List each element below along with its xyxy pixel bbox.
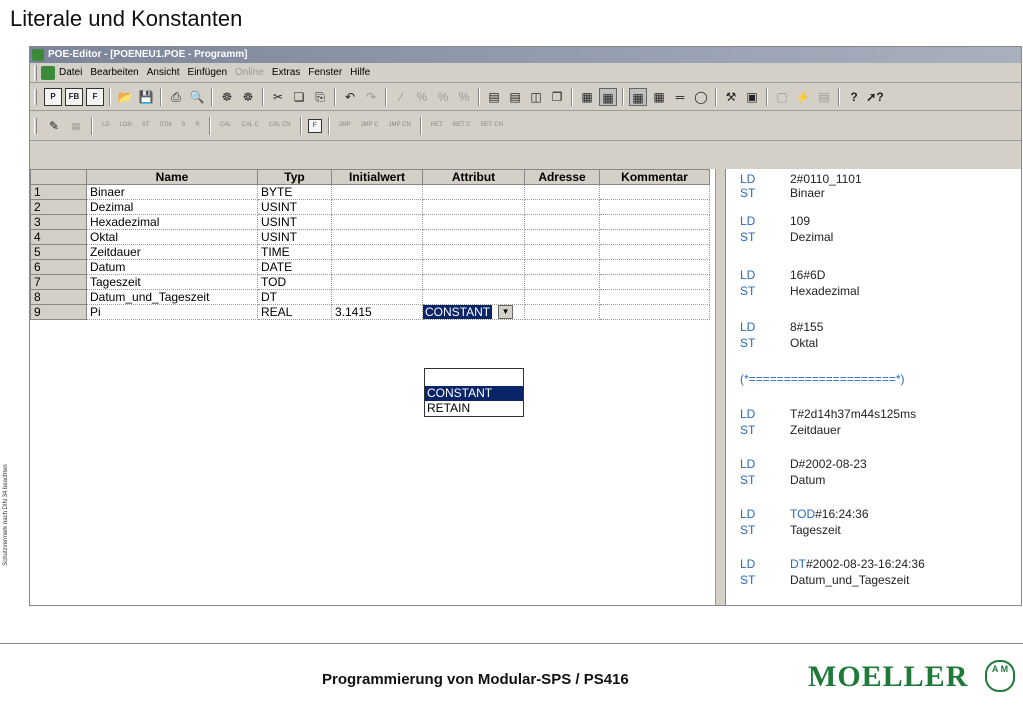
row-number-cell[interactable]: 5 bbox=[31, 245, 87, 260]
attribute-cell[interactable] bbox=[423, 215, 525, 230]
var-declaration-icon[interactable]: ▤ bbox=[71, 120, 81, 131]
comment-cell[interactable] bbox=[600, 245, 710, 260]
attribute-cell[interactable] bbox=[423, 245, 525, 260]
code-operand: 2#0110_1101 bbox=[790, 172, 862, 186]
instr-button-jmp[interactable]: JMP bbox=[338, 122, 351, 128]
type-cell[interactable]: TIME bbox=[258, 245, 332, 260]
menu-online[interactable]: Online bbox=[235, 67, 264, 78]
code-line bbox=[740, 320, 823, 334]
code-operator: ST bbox=[740, 284, 756, 298]
redo-icon[interactable]: ↷ bbox=[365, 89, 377, 104]
type-cell[interactable]: USINT bbox=[258, 230, 332, 245]
comment-cell[interactable] bbox=[600, 215, 710, 230]
code-operator: ST bbox=[740, 230, 756, 244]
chevron-down-icon[interactable]: ▼ bbox=[498, 305, 513, 319]
code-operator: LD bbox=[740, 407, 756, 421]
attribute-select-value[interactable]: CONSTANT bbox=[425, 305, 491, 319]
attribute-cell[interactable] bbox=[423, 230, 525, 245]
table-view-icon[interactable]: ▦ bbox=[599, 88, 617, 106]
dropdown-empty-option[interactable] bbox=[425, 369, 523, 386]
toolbar-separator bbox=[766, 88, 768, 106]
code-line bbox=[740, 473, 825, 487]
footer-divider bbox=[0, 643, 1023, 644]
editor-area bbox=[30, 169, 1021, 605]
initial-value-cell[interactable] bbox=[332, 245, 423, 260]
new-function-block-button[interactable]: FB bbox=[65, 88, 83, 106]
link-icon[interactable]: ◯ bbox=[694, 89, 708, 104]
copyright-note: Schutzvermerk nach DIN 34 beachten bbox=[3, 464, 9, 566]
menubar bbox=[30, 63, 1021, 83]
code-operand: Datum_und_Tageszeit bbox=[790, 573, 910, 587]
type-cell[interactable]: REAL bbox=[258, 305, 332, 320]
name-cell[interactable]: Zeitdauer bbox=[87, 245, 258, 260]
row-number-cell[interactable]: 7 bbox=[31, 275, 87, 290]
instr-button-r[interactable]: R bbox=[195, 122, 200, 128]
toolbar-separator bbox=[211, 88, 213, 106]
percent-icon-3[interactable]: % bbox=[458, 89, 470, 104]
column-header-attribut[interactable]: Attribut bbox=[423, 170, 525, 185]
attribute-cell[interactable] bbox=[423, 200, 525, 215]
initial-value-cell[interactable] bbox=[332, 290, 423, 305]
copy-icon[interactable]: ❏ bbox=[293, 89, 305, 104]
code-operator: LD bbox=[740, 507, 756, 521]
emblem-letters: A M bbox=[991, 664, 1009, 674]
initial-value-cell[interactable] bbox=[332, 185, 423, 200]
address-cell[interactable] bbox=[525, 245, 600, 260]
code-line bbox=[740, 573, 909, 587]
row-number-cell[interactable]: 1 bbox=[31, 185, 87, 200]
address-cell[interactable] bbox=[525, 200, 600, 215]
edit-variables-icon[interactable]: ✎ bbox=[48, 118, 60, 133]
instr-button-jmp-cn[interactable]: JMP CN bbox=[388, 122, 411, 128]
comment-cell[interactable] bbox=[600, 290, 710, 305]
name-cell[interactable]: Binaer bbox=[87, 185, 258, 200]
type-cell[interactable]: BYTE bbox=[258, 185, 332, 200]
attribute-cell[interactable] bbox=[423, 305, 525, 320]
menu-einfgen[interactable]: Einfügen bbox=[187, 67, 228, 78]
menu-extras[interactable]: Extras bbox=[271, 67, 301, 78]
instr-button-cal-cn[interactable]: CAL CN bbox=[268, 122, 291, 128]
save-icon[interactable]: 💾 bbox=[138, 89, 154, 104]
code-comment: (*=====================*) bbox=[740, 372, 905, 386]
toolbar-grip[interactable] bbox=[34, 118, 37, 134]
table-row[interactable] bbox=[31, 260, 710, 275]
row-number-cell[interactable]: 8 bbox=[31, 290, 87, 305]
toolbar-separator bbox=[622, 88, 624, 106]
address-cell[interactable] bbox=[525, 290, 600, 305]
menu-ansicht[interactable]: Ansicht bbox=[146, 67, 180, 78]
row-number-cell[interactable]: 9 bbox=[31, 305, 87, 320]
code-operand: Tageszeit bbox=[790, 523, 841, 537]
code-line bbox=[740, 186, 825, 200]
code-type-prefix: DT bbox=[790, 557, 806, 571]
name-cell[interactable]: Oktal bbox=[87, 230, 258, 245]
moeller-logo: MOELLER bbox=[808, 660, 969, 693]
table-header-row bbox=[31, 170, 710, 185]
code-operator: ST bbox=[740, 473, 756, 487]
print-icon[interactable]: ⎙ bbox=[171, 89, 181, 104]
code-operand: D#2002-08-23 bbox=[790, 457, 867, 471]
ladder-icon[interactable]: ▦ bbox=[653, 89, 665, 104]
code-operator: LD bbox=[740, 172, 756, 186]
name-cell[interactable]: Tageszeit bbox=[87, 275, 258, 290]
code-operator: LD bbox=[740, 557, 756, 571]
attribute-dropdown-list bbox=[424, 368, 524, 417]
menubar-grip[interactable] bbox=[34, 65, 37, 81]
code-line bbox=[740, 214, 810, 228]
code-operand: Oktal bbox=[790, 336, 819, 350]
declaration-pane bbox=[30, 169, 716, 605]
code-line bbox=[740, 557, 925, 571]
instruction-list-pane[interactable] bbox=[726, 169, 1021, 605]
window-icon[interactable]: ❐ bbox=[551, 89, 563, 104]
code-operand: 8#155 bbox=[790, 320, 824, 334]
code-operator: ST bbox=[740, 523, 756, 537]
code-operator: LD bbox=[740, 457, 756, 471]
type-cell[interactable]: TOD bbox=[258, 275, 332, 290]
menu-fenster[interactable]: Fenster bbox=[308, 67, 343, 78]
code-line bbox=[740, 230, 833, 244]
code-operand: 109 bbox=[790, 214, 811, 228]
dropdown-option-constant[interactable]: CONSTANT bbox=[425, 386, 523, 401]
name-cell[interactable]: Hexadezimal bbox=[87, 215, 258, 230]
initial-value-cell[interactable] bbox=[332, 230, 423, 245]
instr-button-ret[interactable]: RET bbox=[430, 122, 443, 128]
address-cell[interactable] bbox=[525, 185, 600, 200]
network-icon[interactable]: ▤ bbox=[488, 89, 500, 104]
code-line bbox=[740, 407, 916, 421]
menu-hilfe[interactable]: Hilfe bbox=[350, 67, 371, 78]
code-operator: LD bbox=[740, 268, 756, 282]
table-row[interactable] bbox=[31, 230, 710, 245]
code-operand: Dezimal bbox=[790, 230, 834, 244]
moeller-emblem-icon bbox=[985, 660, 1015, 692]
table-row[interactable] bbox=[31, 245, 710, 260]
code-comment-line bbox=[740, 372, 905, 386]
menu-datei[interactable]: Datei bbox=[59, 67, 83, 78]
attribute-cell[interactable] bbox=[423, 185, 525, 200]
toolbar-separator bbox=[478, 88, 480, 106]
code-line bbox=[740, 284, 859, 298]
instr-button-cal-c[interactable]: CAL C bbox=[241, 122, 259, 128]
percent-icon-2[interactable]: % bbox=[437, 89, 449, 104]
comment-cell[interactable] bbox=[600, 275, 710, 290]
name-cell[interactable]: Dezimal bbox=[87, 200, 258, 215]
name-cell[interactable]: Datum bbox=[87, 260, 258, 275]
address-cell[interactable] bbox=[525, 275, 600, 290]
app-icon bbox=[32, 49, 44, 61]
toolbar-separator bbox=[571, 88, 573, 106]
column-header-adresse[interactable]: Adresse bbox=[525, 170, 600, 185]
attribute-cell[interactable] bbox=[423, 275, 525, 290]
table-row[interactable] bbox=[31, 215, 710, 230]
code-operand: Datum bbox=[790, 473, 826, 487]
toolbar-separator bbox=[420, 117, 422, 135]
initial-value-cell[interactable] bbox=[332, 215, 423, 230]
comment-cell[interactable] bbox=[600, 200, 710, 215]
instr-button-ret-cn[interactable]: RET CN bbox=[480, 122, 503, 128]
horizontal-split-icon[interactable]: ▤ bbox=[509, 89, 521, 104]
code-operator: LD bbox=[740, 320, 756, 334]
fbd-icon[interactable]: ═ bbox=[675, 89, 685, 104]
code-operand: #16:24:36 bbox=[815, 507, 869, 521]
comment-cell[interactable] bbox=[600, 260, 710, 275]
code-line bbox=[740, 523, 841, 537]
main-toolbar bbox=[30, 83, 1021, 111]
slide-title: Literale und Konstanten bbox=[10, 6, 243, 31]
instruction-toolbar bbox=[30, 111, 1021, 141]
instruction-list-icon[interactable]: ▦ bbox=[629, 88, 647, 106]
code-operand: 16#6D bbox=[790, 268, 826, 282]
table-row[interactable] bbox=[31, 185, 710, 200]
toolbar-separator bbox=[838, 88, 840, 106]
properties-icon[interactable]: ▢ bbox=[776, 89, 788, 104]
name-cell[interactable]: Datum_und_Tageszeit bbox=[87, 290, 258, 305]
code-operand: Zeitdauer bbox=[790, 423, 841, 437]
address-cell[interactable] bbox=[525, 305, 600, 320]
comment-icon[interactable]: ⁄ bbox=[399, 89, 402, 104]
percent-icon[interactable]: % bbox=[416, 89, 428, 104]
window-title: POE-Editor - [POENEU1.POE - Programm] bbox=[48, 49, 248, 60]
code-line bbox=[740, 172, 862, 186]
column-header-initialwert[interactable]: Initialwert bbox=[332, 170, 423, 185]
undo-icon[interactable]: ↶ bbox=[344, 89, 356, 104]
toolbar-separator bbox=[300, 117, 302, 135]
list-view-icon[interactable]: ▦ bbox=[581, 89, 593, 104]
toolbar-separator bbox=[109, 88, 111, 106]
toolbar-grip[interactable] bbox=[34, 89, 37, 105]
initial-value-cell[interactable]: 3.1415 bbox=[332, 305, 423, 320]
code-operand: #2002-08-23-16:24:36 bbox=[806, 557, 925, 571]
instr-button-ret-c[interactable]: RET C bbox=[452, 122, 471, 128]
open-icon[interactable]: 📂 bbox=[117, 89, 133, 104]
code-line bbox=[740, 423, 841, 437]
code-line bbox=[740, 507, 869, 521]
code-operator: ST bbox=[740, 573, 756, 587]
instr-button-s[interactable]: S bbox=[181, 122, 186, 128]
initial-value-cell[interactable] bbox=[332, 275, 423, 290]
online-icon[interactable]: ▣ bbox=[746, 89, 758, 104]
code-type-prefix: TOD bbox=[790, 507, 816, 521]
print-preview-icon[interactable]: 🔍 bbox=[189, 89, 205, 104]
code-operator: ST bbox=[740, 423, 756, 437]
new-function-button[interactable]: F bbox=[86, 88, 104, 106]
column-header-kommentar[interactable]: Kommentar bbox=[600, 170, 710, 185]
help-icon[interactable]: ? bbox=[850, 89, 858, 104]
toolbar-separator bbox=[160, 88, 162, 106]
footer-text: Programmierung von Modular-SPS / PS416 bbox=[322, 671, 629, 688]
vertical-split-icon[interactable]: ◫ bbox=[530, 89, 542, 104]
type-cell[interactable]: USINT bbox=[258, 215, 332, 230]
code-operator: ST bbox=[740, 336, 756, 350]
poe-editor-window bbox=[29, 46, 1022, 606]
comment-cell[interactable] bbox=[600, 230, 710, 245]
variable-table bbox=[30, 169, 710, 320]
column-header-index[interactable] bbox=[31, 170, 87, 185]
row-number-cell[interactable]: 4 bbox=[31, 230, 87, 245]
address-cell[interactable] bbox=[525, 260, 600, 275]
toolbar-separator bbox=[262, 88, 264, 106]
find-icon[interactable]: ☸ bbox=[221, 89, 233, 104]
row-number-cell[interactable]: 3 bbox=[31, 215, 87, 230]
code-line bbox=[740, 457, 867, 471]
cut-icon[interactable]: ✂ bbox=[272, 89, 284, 104]
compile-icon[interactable]: ⚒ bbox=[725, 89, 737, 104]
table-row[interactable] bbox=[31, 200, 710, 215]
code-operand: T#2d14h37m44s125ms bbox=[790, 407, 917, 421]
instr-button-cal[interactable]: CAL bbox=[219, 122, 232, 128]
instr-button-jmp-c[interactable]: JMP C bbox=[360, 122, 379, 128]
name-cell[interactable]: Pi bbox=[87, 305, 258, 320]
table-row[interactable] bbox=[31, 275, 710, 290]
code-operand: Binaer bbox=[790, 186, 825, 200]
attribute-cell[interactable] bbox=[423, 290, 525, 305]
code-operand: Hexadezimal bbox=[790, 284, 860, 298]
column-header-name[interactable]: Name bbox=[87, 170, 258, 185]
table-row[interactable] bbox=[31, 290, 710, 305]
type-cell[interactable]: DATE bbox=[258, 260, 332, 275]
initial-value-cell[interactable] bbox=[332, 200, 423, 215]
instr-button-ld[interactable]: LD bbox=[102, 122, 110, 128]
attribute-cell[interactable] bbox=[423, 260, 525, 275]
code-operator: LD bbox=[740, 214, 756, 228]
toolbar-separator bbox=[209, 117, 211, 135]
code-line bbox=[740, 336, 818, 350]
toolbar-separator bbox=[91, 117, 93, 135]
column-header-typ[interactable]: Typ bbox=[258, 170, 332, 185]
library-icon[interactable]: ▤ bbox=[818, 89, 830, 104]
initial-value-cell[interactable] bbox=[332, 260, 423, 275]
instr-button-st[interactable]: ST bbox=[141, 122, 150, 128]
address-cell[interactable] bbox=[525, 215, 600, 230]
address-cell[interactable] bbox=[525, 230, 600, 245]
window-titlebar[interactable] bbox=[30, 47, 1021, 63]
lightning-icon[interactable]: ⚡ bbox=[795, 89, 811, 104]
comment-cell[interactable] bbox=[600, 185, 710, 200]
menu-bearbeiten[interactable]: Bearbeiten bbox=[90, 67, 139, 78]
toolbar-separator bbox=[385, 88, 387, 106]
code-operator: ST bbox=[740, 186, 756, 200]
paste-icon[interactable]: ⎘ bbox=[315, 89, 325, 104]
instr-button-ldn[interactable]: LDN bbox=[119, 122, 132, 128]
pane-splitter[interactable] bbox=[716, 169, 726, 605]
document-menu-icon[interactable] bbox=[41, 66, 55, 80]
row-number-cell[interactable]: 2 bbox=[31, 200, 87, 215]
table-row[interactable] bbox=[31, 305, 710, 320]
find-next-icon[interactable]: ☸ bbox=[242, 89, 254, 104]
type-cell[interactable]: DT bbox=[258, 290, 332, 305]
toolbar-separator bbox=[328, 117, 330, 135]
comment-cell[interactable] bbox=[600, 305, 710, 320]
context-help-icon[interactable]: ➚? bbox=[866, 89, 884, 104]
instr-button-stn[interactable]: STN bbox=[159, 122, 172, 128]
attribute-select[interactable] bbox=[423, 305, 524, 319]
toolbar-separator bbox=[334, 88, 336, 106]
dropdown-option-retain[interactable]: RETAIN bbox=[427, 401, 471, 415]
row-number-cell[interactable]: 6 bbox=[31, 260, 87, 275]
toolbar-separator bbox=[715, 88, 717, 106]
side-note bbox=[0, 440, 12, 600]
function-call-icon[interactable]: F bbox=[308, 119, 322, 133]
code-line bbox=[740, 268, 825, 282]
new-program-button[interactable]: P bbox=[44, 88, 62, 106]
type-cell[interactable]: USINT bbox=[258, 200, 332, 215]
